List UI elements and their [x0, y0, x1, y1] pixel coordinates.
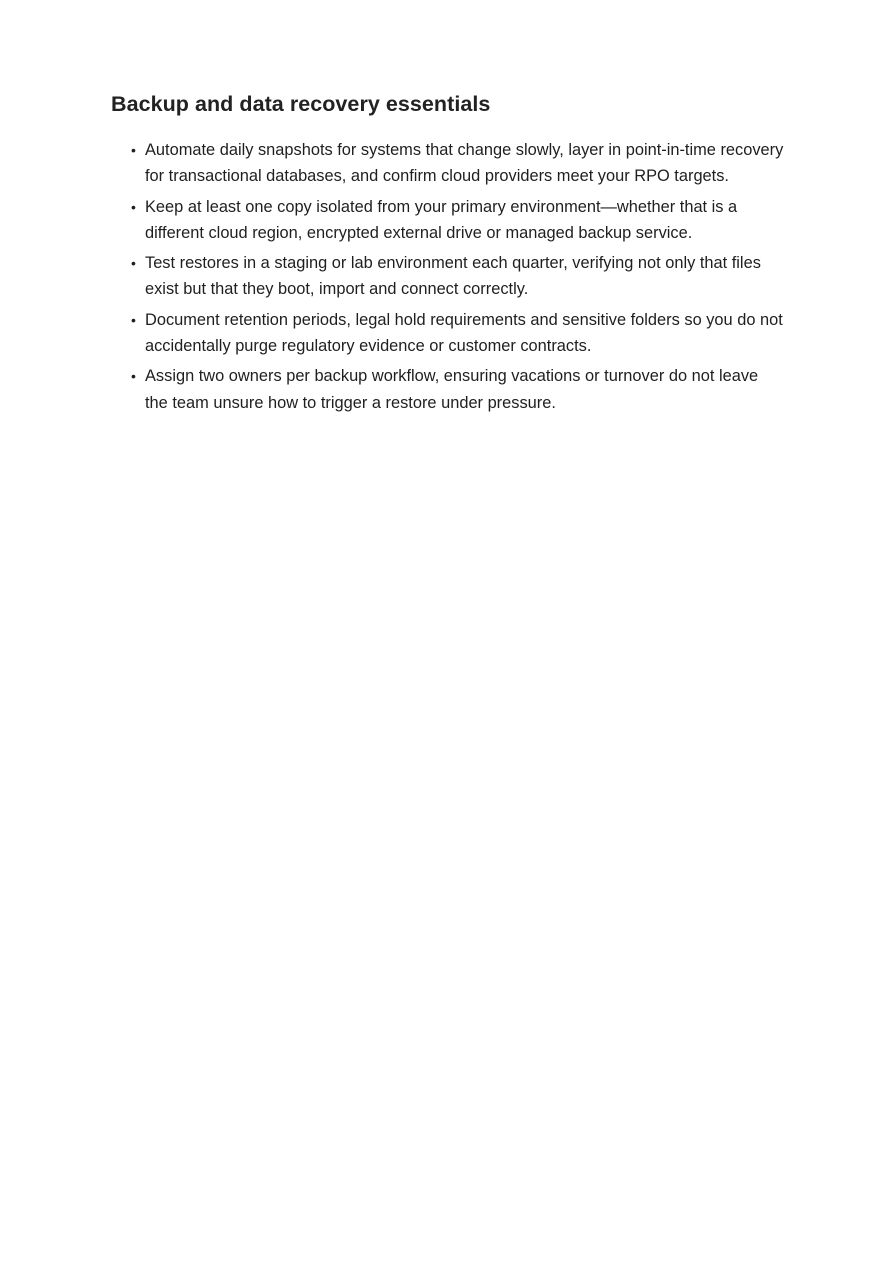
- list-item: [131, 363, 785, 415]
- section-heading: Backup and data recovery essentials: [111, 92, 491, 116]
- list-item-text: Test restores in a staging or lab environment each quarter, verifying not only that files exist but that they boot, import and connect correctly.: [145, 254, 761, 299]
- list-item-text: Automate daily snapshots for systems that change slowly, layer in point-in-time recovery for transactional databases, and confirm cloud providers meet your RPO targets.: [145, 141, 784, 186]
- list-item: [131, 137, 785, 189]
- list-item-text: Document retention periods, legal hold requirements and sensitive folders so you do not accidentally purge regulatory evidence or customer contracts.: [145, 310, 783, 355]
- list-item: [131, 194, 785, 246]
- list-item-text: Assign two owners per backup workflow, ensuring vacations or turnover do not leave the team unsure how to trigger a restore under pressure.: [145, 367, 759, 412]
- list-item: [131, 250, 785, 302]
- bullet-icon: •: [131, 142, 136, 158]
- bullet-icon: •: [131, 255, 136, 272]
- bullet-icon: •: [131, 368, 136, 385]
- list-item: [131, 307, 785, 359]
- list-item-text: Keep at least one copy isolated from your primary environment—whether that is a different cloud region, encrypted external drive or managed backup service.: [145, 197, 738, 242]
- bullet-list: [111, 137, 785, 416]
- bullet-icon: •: [131, 198, 136, 215]
- bullet-icon: •: [131, 311, 136, 328]
